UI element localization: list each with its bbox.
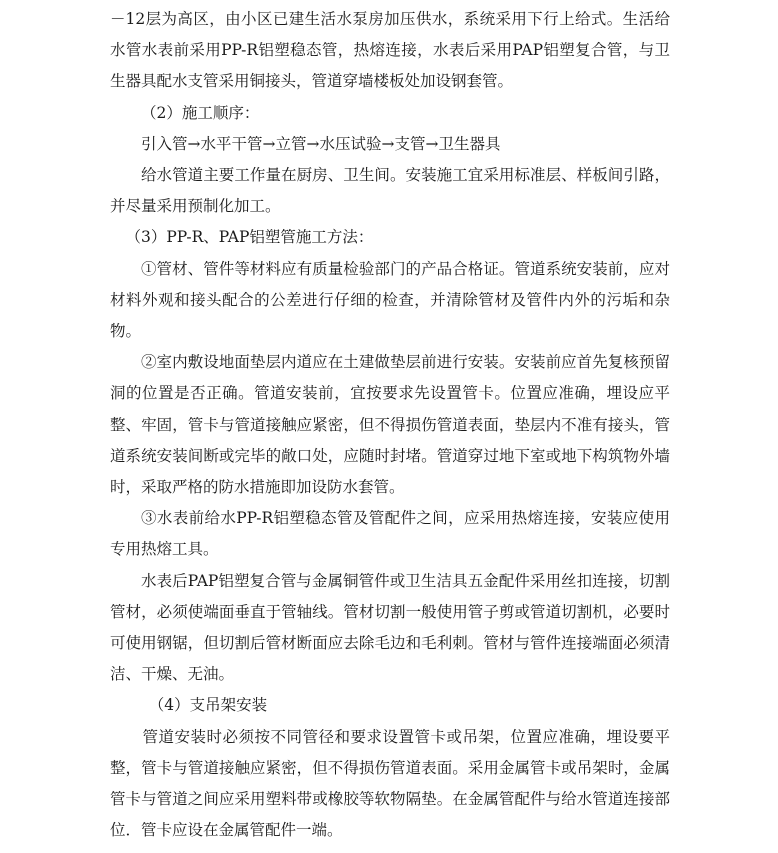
heading-pipe-construction-method: （3）PP-R、PAP铝塑管施工方法： (125, 228, 374, 247)
paragraph-item-3: ③水表前给水PP-R铝塑稳态管及管配件之间，应采用热熔连接，安装应使用专用热熔工具。 (110, 509, 670, 559)
document-body (110, 4, 670, 846)
heading-support-hanger: （4）支吊架安装 (148, 696, 268, 715)
paragraph-sequence-flow: 引入管→水平干管→立管→水压试验→支管→卫生器具 (141, 134, 501, 153)
paragraph-pap-connection: 水表后PAP铝塑复合管与金属铜管件或卫生洁具五金配件采用丝扣连接，切割管材，必须使端面垂直于管轴线。管材切割一般使用管子剪或管道切割机，必要时可使用钢锯，但切割后管材断面应去除毛边和毛利刺。管材与管件连接端面必须清洁、干燥、无油。 (110, 571, 670, 684)
paragraph-item-1: ①管材、管件等材料应有质量检验部门的产品合格证。管道系统安装前，应对材料外观和接头配合的公差进行仔细的检查，并清除管材及管件内外的污垢和杂物。 (110, 259, 670, 341)
paragraph-item-2: ②室内敷设地面垫层内道应在土建做垫层前进行安装。安装前应首先复核预留洞的位置是否正确。管道安装前，宜按要求先设置管卡。位置应准确，埋设应平整、牢固，管卡与管道接触应紧密，但不得损伤管道表面，垫层内不准有接头，管道系统安装间断或完毕的敞口处，应随时封堵。管道穿过地下室或地下构筑物外墙时，采取严格的防水措施即加设防水套管。 (110, 353, 670, 497)
paragraph-high-zone-supply: －12层为高区，由小区已建生活水泵房加压供水，系统采用下行上给式。生活给水管水表前采用PP-R铝塑稳态管，热熔连接，水表后采用PAP铝塑复合管，与卫生器具配水支管采用铜接头，管道穿墙楼板处加设钢套管。 (110, 10, 670, 91)
heading-construction-sequence: （2）施工顺序： (141, 103, 260, 122)
paragraph-support-hanger: 管道安装时必须按不同管径和要求设置管卡或吊架，位置应准确，埋设要平整，管卡与管道接触应紧密，但不得损伤管道表面。采用金属管卡或吊架时，金属管卡与管道之间应采用塑料带或橡胶等软物隔垫。在金属管配件与给水管道连接部位．管卡应设在金属管配件一端。 (110, 727, 670, 840)
paragraph-main-workload: 给水管道主要工作量在厨房、卫生间。安装施工宜采用标准层、样板间引路，并尽量采用预制化加工。 (110, 166, 670, 216)
